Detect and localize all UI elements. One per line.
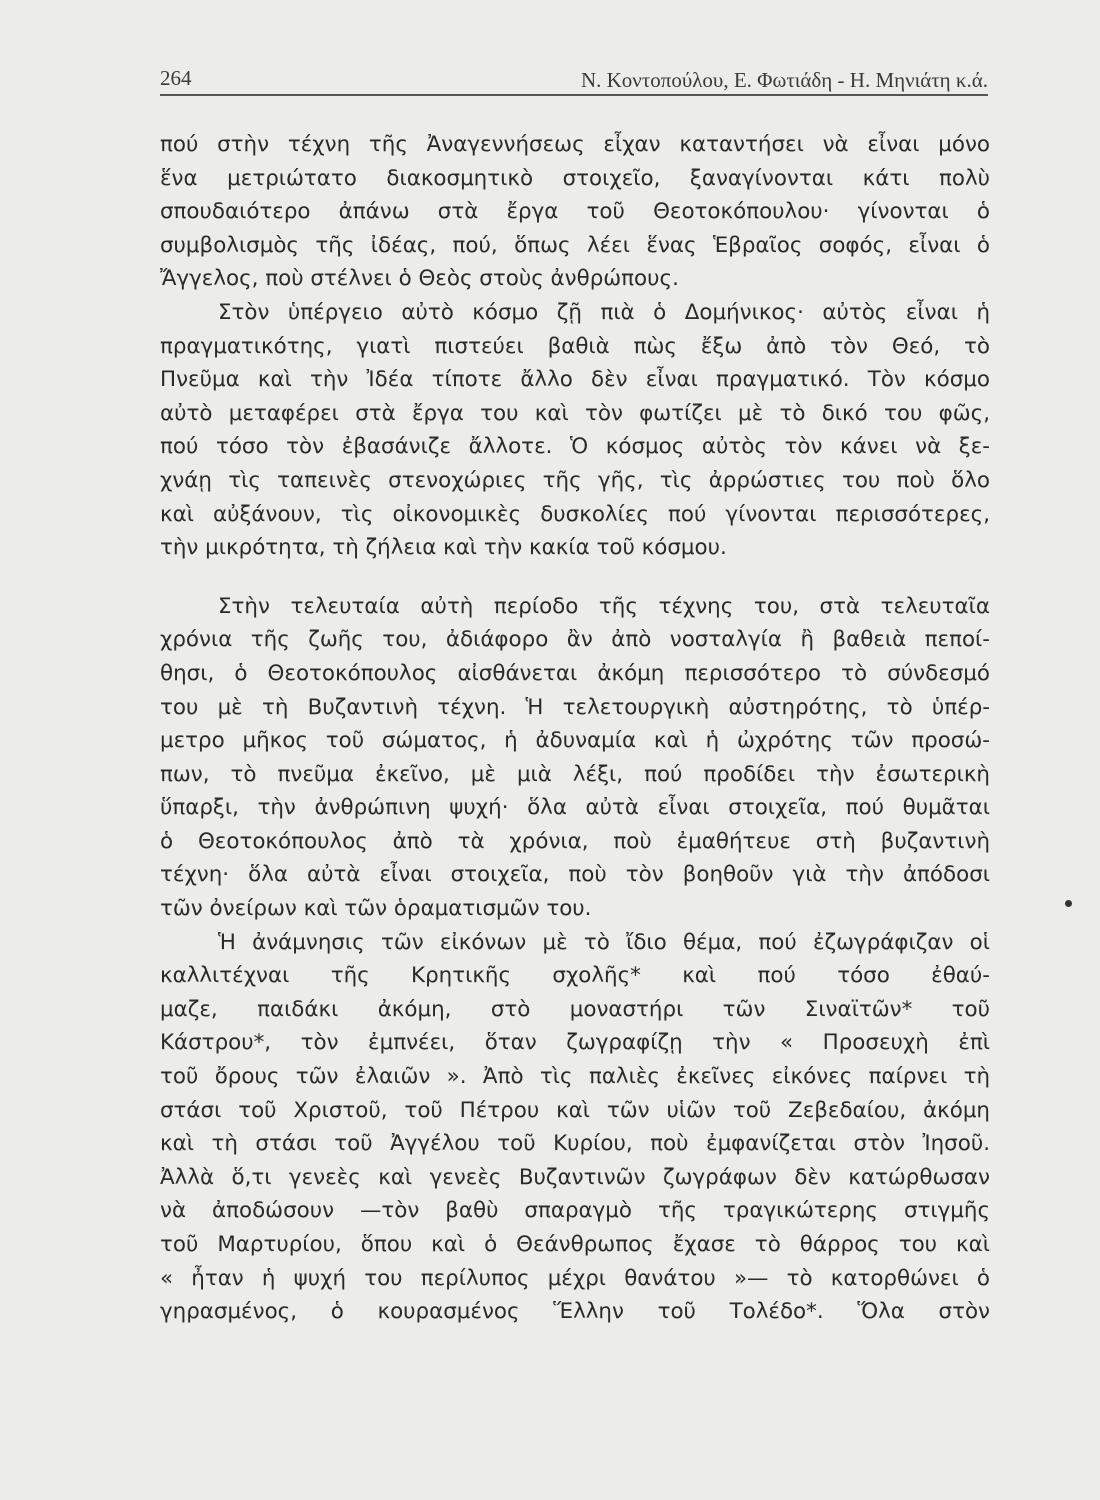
text-line: ἕνα μετριώτατο διακοσμητικὸ στοιχεῖο, ξαναγίνονται κάτι πολὺ [160, 165, 990, 191]
text-line: Ἡ ἀνάμνησις τῶν εἰκόνων μὲ τὸ ἴδιο θέμα, πού ἐζωγράφιζαν οἱ [218, 929, 990, 955]
text-line: πραγματικότης, γιατὶ πιστεύει βαθιὰ πὼς ἔξω ἀπὸ τὸν Θεό, τὸ [160, 333, 990, 359]
text-line: Κάστρου*, τὸν ἐμπνέει, ὅταν ζωγραφίζῃ τὴν « Προσευχὴ ἐπὶ [160, 1030, 990, 1056]
text-line: συμβολισμὸς τῆς ἰδέας, πού, ὅπως λέει ἕνας Ἑβραῖος σοφός, εἶναι ὁ [160, 232, 990, 258]
text-line: αὐτὸ μεταφέρει στὰ ἔργα του καὶ τὸν φωτίζει μὲ τὸ δικό του φῶς, [160, 400, 990, 426]
text-line: μαζε, παιδάκι ἀκόμη, στὸ μοναστήρι τῶν Σιναϊτῶν* τοῦ [160, 996, 990, 1022]
text-line: « ἦταν ἡ ψυχή του περίλυπος μέχρι θανάτου »— τὸ κατορθώνει ὁ [160, 1265, 990, 1291]
text-line: νὰ ἀποδώσουν —τὸν βαθὺ σπαραγμὸ τῆς τραγικώτερης στιγμῆς [160, 1198, 990, 1224]
text-line: πού τόσο τὸν ἐβασάνιζε ἄλλοτε. Ὁ κόσμος αὐτὸς τὸν κάνει νὰ ξε- [160, 434, 990, 460]
text-line: Ἀλλὰ ὅ,τι γενεὲς καὶ γενεὲς Βυζαντινῶν ζωγράφων δὲν κατώρθωσαν [160, 1164, 990, 1190]
page-header [160, 64, 988, 96]
paragraph-3 [160, 590, 990, 926]
paragraph-2 [160, 296, 990, 565]
paragraph-4 [160, 926, 990, 1329]
text-line: καλλιτέχναι τῆς Κρητικῆς σχολῆς* καὶ πού τόσο ἐθαύ- [160, 963, 990, 989]
text-line: καὶ τὴ στάσι τοῦ Ἀγγέλου τοῦ Κυρίου, ποὺ ἐμφανίζεται στὸν Ἰησοῦ. [160, 1131, 990, 1157]
text-line: πων, τὸ πνεῦμα ἐκεῖνο, μὲ μιὰ λέξι, πού προδίδει τὴν ἐσωτερικὴ [160, 761, 990, 787]
text-line: ὕπαρξι, τὴν ἀνθρώπινη ψυχή· ὅλα αὐτὰ εἶναι στοιχεῖα, πού θυμᾶται [160, 795, 990, 821]
text-line: θησι, ὁ Θεοτοκόπουλος αἰσθάνεται ἀκόμη περισσότερο τὸ σύνδεσμό [160, 660, 990, 686]
text-line: ὁ Θεοτοκόπουλος ἀπὸ τὰ χρόνια, ποὺ ἐμαθήτευε στὴ βυζαντινὴ [160, 828, 990, 854]
paragraph-gap [160, 565, 990, 590]
text-line: πού στὴν τέχνη τῆς Ἀναγεννήσεως εἶχαν καταντήσει νὰ εἶναι μόνο [160, 132, 990, 157]
running-title: Ν. Κοντοπούλου, Ε. Φωτιάδη - Η. Μηνιάτη κ.ά. [580, 68, 988, 92]
text-line: Στὴν τελευταία αὐτὴ περίοδο τῆς τέχνης του, στὰ τελευταῖα [218, 593, 990, 619]
text-line: χνάῃ τὶς ταπεινὲς στενοχώριες τῆς γῆς, τὶς ἀρρώστιες του ποὺ ὅλο [160, 467, 990, 493]
text-line: καὶ αὐξάνουν, τὶς οἰκονομικὲς δυσκολίες πού γίνονται περισσότερες, [160, 501, 990, 527]
paragraph-1 [160, 128, 990, 296]
text-line: μετρο μῆκος τοῦ σώματος, ἡ ἀδυναμία καὶ ἡ ὠχρότης τῶν προσώ- [160, 728, 990, 754]
body-text [160, 128, 990, 1329]
text-line: σπουδαιότερο ἀπάνω στὰ ἔργα τοῦ Θεοτοκόπουλου· γίνονται ὁ [160, 199, 990, 225]
text-line: Στὸν ὑπέργειο αὐτὸ κόσμο ζῇ πιὰ ὁ Δομήνικος· αὐτὸς εἶναι ἡ [218, 299, 990, 325]
text-line: τοῦ ὄρους τῶν ἐλαιῶν ». Ἀπὸ τὶς παλιὲς ἐκεῖνες εἰκόνες παίρνει τὴ [160, 1064, 990, 1090]
text-line: χρόνια τῆς ζωῆς του, ἀδιάφορο ἂν ἀπὸ νοσταλγία ἢ βαθειὰ πεποί- [160, 627, 990, 653]
text-line: γηρασμένος, ὁ κουρασμένος Ἕλλην τοῦ Τολέδο*. Ὅλα στὸν [160, 1299, 990, 1325]
text-line: Πνεῦμα καὶ τὴν Ἰδέα τίποτε ἄλλο δὲν εἶναι πραγματικό. Τὸν κόσμο [160, 367, 990, 393]
scan-speck [1065, 900, 1072, 907]
text-line: Ἄγγελος, ποὺ στέλνει ὁ Θεὸς στοὺς ἀνθρώπους. [160, 266, 679, 292]
text-line: τοῦ Μαρτυρίου, ὅπου καὶ ὁ Θεάνθρωπος ἔχασε τὸ θάρρος του καὶ [160, 1232, 990, 1257]
text-line: τὴν μικρότητα, τὴ ζήλεια καὶ τὴν κακία τοῦ κόσμου. [160, 535, 727, 561]
text-line: του μὲ τὴ Βυζαντινὴ τέχνη. Ἡ τελετουργικὴ αὐστηρότης, τὸ ὑπέρ- [160, 694, 990, 720]
text-line: τῶν ὀνείρων καὶ τῶν ὁραματισμῶν του. [160, 896, 592, 922]
page-number: 264 [160, 66, 192, 90]
text-line: τέχνη· ὅλα αὐτὰ εἶναι στοιχεῖα, ποὺ τὸν βοηθοῦν γιὰ τὴν ἀπόδοσι [160, 862, 990, 888]
text-line: στάσι τοῦ Χριστοῦ, τοῦ Πέτρου καὶ τῶν υἱῶν τοῦ Ζεβεδαίου, ἀκόμη [160, 1097, 990, 1123]
